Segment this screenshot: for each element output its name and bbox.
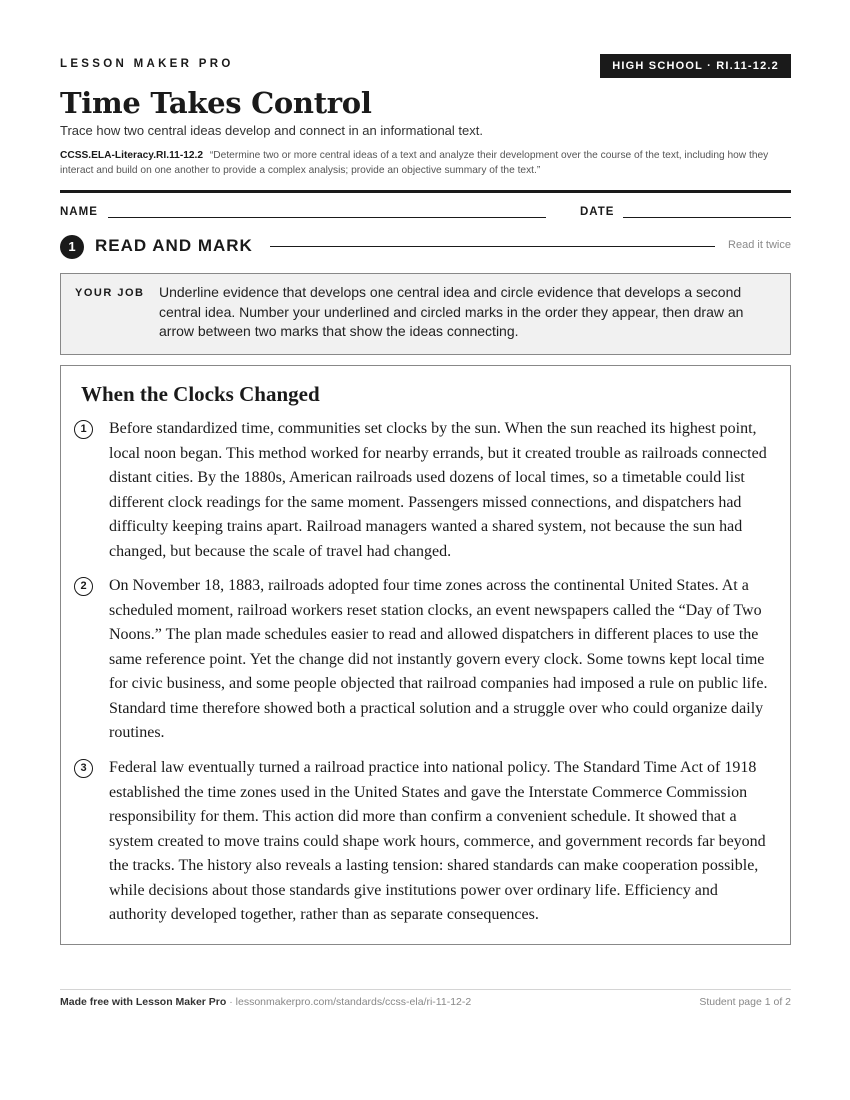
reading-passage [60, 365, 791, 945]
step-number-badge: 1 [60, 235, 84, 259]
footer-credit-name: Made free with Lesson Maker Pro [60, 996, 227, 1008]
name-field[interactable] [108, 217, 546, 218]
passage-title: When the Clocks Changed [81, 382, 320, 406]
section-title: READ AND MARK [95, 236, 253, 255]
standard-description [60, 148, 791, 178]
name-date-fields [60, 206, 791, 220]
your-job-box [60, 273, 791, 355]
footer-divider [60, 989, 791, 990]
page-title: Time Takes Control [60, 86, 372, 120]
paragraph-text: Federal law eventually turned a railroad practice into national policy. The Standard Time Act of 1918 established the time zones used in the United States and gave the Interstate Commerce Commission responsibility for them. This action did more than confirm a convenient schedule. It showed that a system created to move trains could shape work hours, commerce, and government records far beyond the tracks. The history also reveals a lasting tension: shared standards can make cooperation possible, while decisions about those standards give institutions power over ordinary life. Efficiency and authority developed together, rather than as separate consequences. [109, 759, 766, 923]
standard-code: CCSS.ELA-Literacy.RI.11-12.2 [60, 150, 204, 161]
footer-page-number: Student page 1 of 2 [699, 996, 791, 1008]
your-job-instructions: Underline evidence that develops one central idea and circle evidence that develops a second central idea. Number your underlined and circled marks in the order they appear, then draw an arrow between two marks that show the ideas connecting. [159, 284, 744, 339]
paragraph-text: Before standardized time, communities set clocks by the sun. When the sun reached its highest point, local noon began. This method worked for nearby errands, but it created trouble as railroads connected distant cities. By the 1880s, American railroads used dozens of local times, so a timetable could list different clock readings for the same moment. Passengers missed connections, and dispatchers had difficulty keeping trains apart. Railroad managers wanted a shared system, not because the sun had changed, but because the scale of travel had changed. [109, 420, 767, 560]
footer-separator: · [226, 996, 236, 1008]
grade-standard-badge: HIGH SCHOOL · RI.11-12.2 [600, 54, 791, 78]
page-subtitle: Trace how two central ideas develop and connect in an informational text. [60, 123, 483, 138]
name-label: NAME [60, 206, 98, 218]
your-job-label: YOUR JOB [75, 287, 145, 299]
section-divider [270, 246, 715, 247]
date-field[interactable] [623, 217, 791, 218]
brand-name: LESSON MAKER PRO [60, 58, 234, 70]
section-header [60, 235, 791, 257]
paragraph-number: 1 [74, 420, 93, 439]
top-bar [60, 54, 791, 78]
standard-text: “Determine two or more central ideas of a text and analyze their development over the course of the text, including how they interact and build on one another to provide a complex analysis; provide an objective summary of the text.” [60, 150, 769, 176]
worksheet-page [60, 0, 791, 1100]
paragraph-number: 3 [74, 759, 93, 778]
date-label: DATE [580, 206, 615, 218]
footer-url[interactable]: lessonmakerpro.com/standards/ccss-ela/ri-11-12-2 [235, 996, 472, 1008]
footer-credit [60, 996, 471, 1008]
paragraph-text: On November 18, 1883, railroads adopted four time zones across the continental United States. At a scheduled moment, railroad workers reset station clocks, an event newspapers called the “Day of Two Noons.” The plan made schedules easier to read and allowed dispatchers in different places to use the same reference point. Yet the change did not instantly govern every clock. Some towns kept local time for civic business, and some people objected that railroad companies had imposed a rule on public life. Standard time therefore showed both a practical solution and a struggle over who could organize daily routines. [109, 577, 768, 741]
header-divider [60, 190, 791, 193]
section-note: Read it twice [728, 239, 791, 251]
paragraph-number: 2 [74, 577, 93, 596]
